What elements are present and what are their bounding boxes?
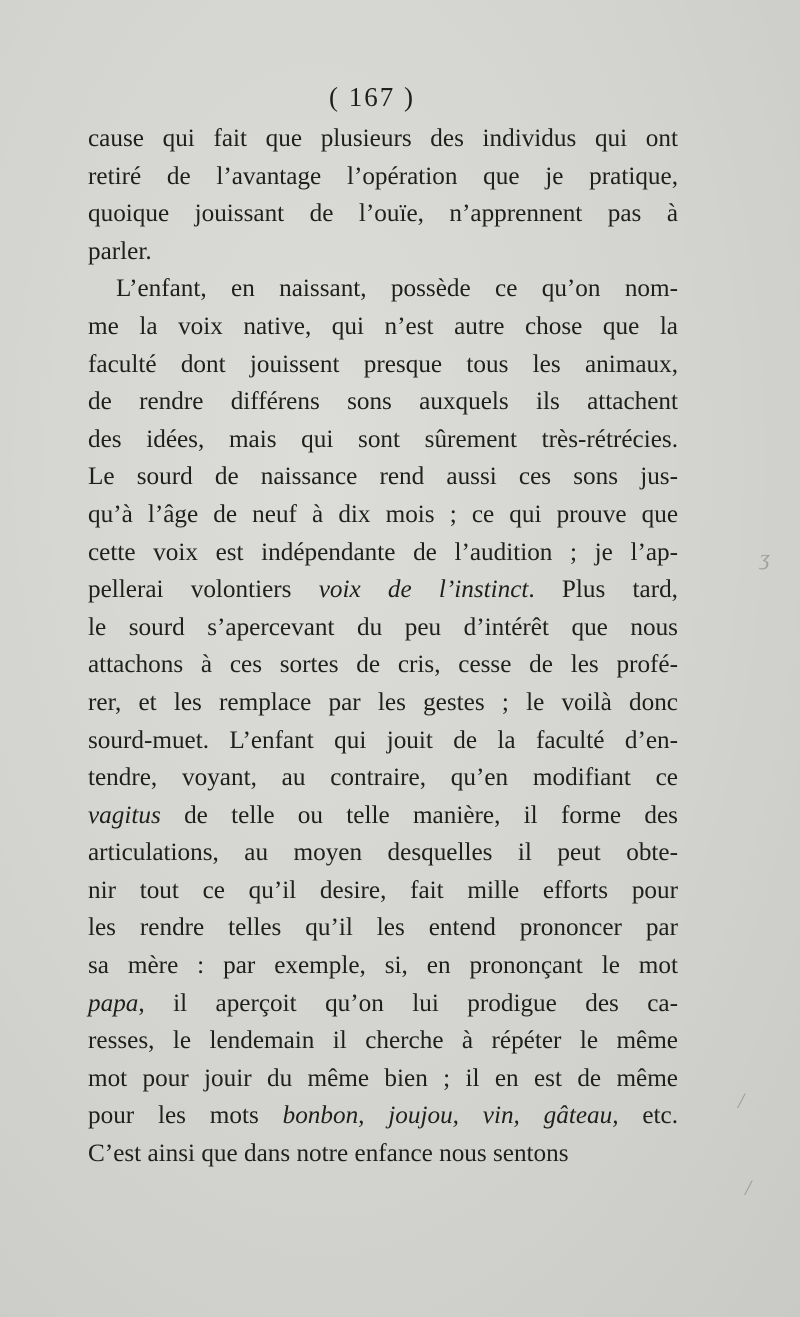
text-line — [88, 195, 678, 233]
text-line — [88, 1135, 678, 1173]
text-run: retiré de l’avantage l’opération que je pratique, — [88, 162, 678, 190]
body-text — [88, 120, 678, 1173]
text-line — [88, 646, 678, 684]
text-run: sa mère : par exemple, si, en prononçant le mot — [88, 952, 678, 980]
text-run: Le sourd de naissance rend aussi ces sons jus- — [88, 463, 678, 491]
text-run: parler. — [88, 237, 152, 265]
text-run: , il aperçoit qu’on lui prodigue des ca- — [138, 989, 678, 1017]
text-line — [88, 1097, 678, 1135]
text-run: C’est ainsi que dans notre enfance nous sentons — [88, 1140, 569, 1168]
text-run: quoique jouissant de l’ouïe, n’apprennent pas à — [88, 200, 678, 228]
text-line — [88, 722, 678, 760]
text-line — [88, 270, 678, 308]
margin-bleed-mark: / — [738, 1088, 745, 1113]
text-run: . Plus tard, — [528, 576, 678, 604]
text-run: resses, le lendemain il cherche à répéter le même — [88, 1027, 678, 1055]
text-line — [88, 346, 678, 384]
italic-text: voix de l’instinct — [318, 576, 529, 604]
text-line — [88, 947, 678, 985]
text-line — [88, 383, 678, 421]
text-run: L’enfant, en naissant, possède ce qu’on nom- — [116, 275, 678, 303]
text-line — [88, 609, 678, 647]
text-run: articulations, au moyen desquelles il peut obte- — [88, 839, 678, 867]
text-line — [88, 571, 678, 609]
margin-bleed-mark: / — [745, 1175, 752, 1200]
text-run: de rendre différens sons auxquels ils attachent — [88, 388, 678, 416]
italic-text: vagitus — [88, 801, 161, 829]
italic-text: papa — [88, 989, 139, 1017]
text-run: cause qui fait que plusieurs des individus qui ont — [88, 125, 678, 152]
text-run: etc. — [618, 1102, 679, 1130]
text-run: des idées, mais qui sont sûrement très-rétrécies. — [88, 425, 678, 453]
text-line — [88, 120, 678, 158]
text-line — [88, 834, 678, 872]
text-line — [88, 308, 678, 346]
text-line — [88, 1060, 678, 1098]
text-line — [88, 909, 678, 947]
text-run: mot pour jouir du même bien ; il en est de même — [88, 1064, 678, 1092]
text-run: cette voix est indépendante de l’audition ; je l’ap- — [88, 538, 678, 566]
text-line — [88, 759, 678, 797]
text-line — [88, 421, 678, 459]
text-line — [88, 158, 678, 196]
text-run: le sourd s’apercevant du peu d’intérêt que nous — [88, 613, 678, 641]
text-run: pellerai volontiers — [88, 576, 319, 604]
text-run: tendre, voyant, au contraire, qu’en modifiant ce — [88, 764, 678, 792]
text-line — [88, 496, 678, 534]
text-run: de telle ou telle manière, il forme des — [160, 801, 678, 829]
text-run: pour les mots — [88, 1102, 283, 1130]
text-line — [88, 1022, 678, 1060]
text-run: nir tout ce qu’il desire, fait mille efforts pour — [88, 876, 678, 904]
text-run: me la voix native, qui n’est autre chose que la — [88, 312, 678, 340]
text-line — [88, 458, 678, 496]
text-run: qu’à l’âge de neuf à dix mois ; ce qui prouve que — [88, 500, 678, 528]
text-run: rer, et les remplace par les gestes ; le voilà donc — [88, 688, 678, 716]
text-line — [88, 534, 678, 572]
text-run: faculté dont jouissent presque tous les animaux, — [88, 350, 678, 378]
text-line — [88, 684, 678, 722]
italic-text: bonbon, joujou, vin, gâteau, — [282, 1102, 619, 1130]
text-run: attachons à ces sortes de cris, cesse de les profé- — [88, 651, 678, 679]
page-number: ( 167 ) — [329, 82, 415, 112]
text-line — [88, 985, 678, 1023]
text-line — [88, 797, 678, 835]
text-line — [88, 872, 678, 910]
text-line — [88, 233, 678, 271]
text-run: sourd-muet. L’enfant qui jouit de la faculté d’en- — [88, 726, 678, 754]
text-run: les rendre telles qu’il les entend prononcer par — [88, 914, 678, 942]
margin-bleed-mark: ʒ — [760, 545, 770, 570]
